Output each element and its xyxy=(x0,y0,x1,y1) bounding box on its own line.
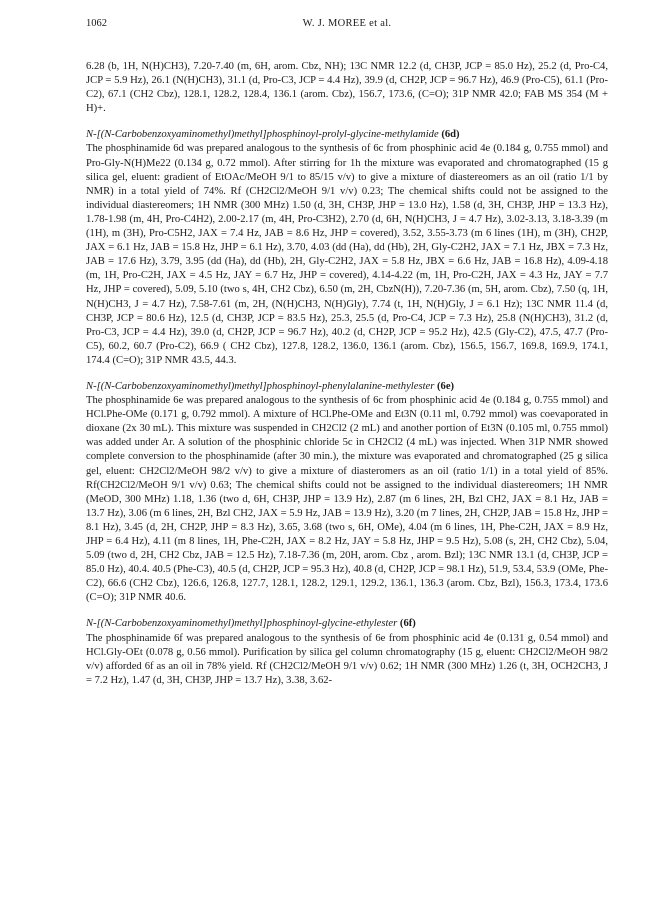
section-heading-6d xyxy=(86,128,608,142)
continued-paragraph: 6.28 (b, 1H, N(H)CH3), 7.20-7.40 (m, 6H, arom. Cbz, NH); 13C NMR 12.2 (d, CH3P, JCP = 85.0 Hz), 25.2 (d, Pro-C4, JCP = 5.9 Hz), 26.1 (N(H)CH3), 31.1 (d, Pro-C3, JCP = 4.4 Hz), 39.9 (d, CH2P, JCP = 96.7 Hz), 46.9 (Pro-C5), 61.1 (Pro-C2), 67.1 (CH2 Cbz), 128.1, 128.2, 128.4, 136.1 (arom. Cbz), 156.7, 173.6, (C=O); 31P NMR 42.0; FAB MS 354 (M + H)+. xyxy=(86,61,608,115)
heading-text: N-[(N-Carbobenzoxyaminomethyl)methyl]phosphinoyl-prolyl-glycine-methylamide xyxy=(86,129,439,141)
section-heading-6f xyxy=(86,617,608,631)
section-paragraph-6f: The phosphinamide 6f was prepared analogous to the synthesis of 6e from phosphinic acid 4e (0.131 g, 0.54 mmol) and HCl.Gly-OEt (0.078 g, 0.56 mmol). Purification by silica gel column chromatography (15 g, eluent: CH2Cl2/MeOH 98/2 v/v) afforded 6f as an oil in 78% yield. Rf (CH2Cl2/MeOH 9/1 v/v) 0.62; 1H NMR (300 MHz) 1.26 (t, 3H, OCH2CH3, J = 7.2 Hz), 1.47 (d, 3H, CH3P, JHP = 13.7 Hz), 3.38, 3.62- xyxy=(86,632,608,686)
section-paragraph-6d: The phosphinamide 6d was prepared analogous to the synthesis of 6c from phosphinic acid 4e (0.184 g, 0.755 mmol) and Pro-Gly-N(H)Me22 (0.134 g, 0.72 mmol). After stirring for 1h the mixture was evaporated and chromatographed (15 g silica gel, eluent: gradient of EtOAc/MeOH 9/1 to 85/15 v/v) to give a mixture of diastereomers as an oil (ratio 1/1 by NMR) in a total yield of 74%. Rf (CH2Cl2/MeOH 9/1 v/v) 0.23; The chemical shifts could not be assigned to the individual diastereomers; 1H NMR (300 MHz) 1.50 (d, 3H, CH3P, JHP = 13.0 Hz), 1.58 (d, 3H, CH3P, JHP = 13.3 Hz), 1.78-1.98 (m, 4H, Pro-C4H2), 2.00-2.17 (m, 4H, Pro-C3H2), 2.70 (d, 6H, N(H)CH3, J = 4.7 Hz), 3.02-3.13, 3.18-3.39 (m (1H), m (3H), Pro-C5H2, JAX = 7.4 Hz, JAB = 8.6 Hz, JHP = covered), 3.52, 3.55-3.73 (m 6 lines (1H), m (3H), CH2P, JAX = 6.1 Hz, JAB = 15.8 Hz, JHP = 6.1 Hz), 3.70, 4.03 (dd (Ha), dd (Hb), 2H, Gly-C2H2, JAX = 7.1 Hz, JBX = 7.3 Hz, JAB = 17.6 Hz), 3.79, 3.95 (dd (Ha), dd (Hb), 2H, Gly-C2H2, JAX = 5.8 Hz, JBX = 6.6 Hz, JAB = 16.8 Hz), 4.09-4.18 (m, 1H, Pro-C2H, JAX = 4.5 Hz, JAY = 6.7 Hz, JHP = covered), 4.14-4.22 (m, 1H, Pro-C2H, JAX = 4.3 Hz, JAY = 7.7 Hz, JHP = covered), 5.09, 5.10 (two s, 4H, CH2 Cbz), 6.50 (m, 2H, CbzN(H)), 7.20-7.36 (m, 5H, arom. Cbz), 7.50 (q, 1H, N(H)CH3, J = 4.7 Hz), 7.58-7.61 (m, 2H, (N(H)CH3, N(H)Gly), 7.74 (t, 1H, N(H)Gly, J = 6.1 Hz); 13C NMR 11.4 (d, CH3P, JCP = 80.6 Hz), 12.5 (d, CH3P, JCP = 83.5 Hz), 25.3, 25.5 (d, Pro-C4, JCP = 7.3 Hz), 25.8 (N(H)CH3), 31.2 (d, Pro-C3, JCP = 4.4 Hz), 39.0 (d, CH2P, JCP = 96.7 Hz), 40.2 (d, CH2P, JCP = 95.2 Hz), 42.5 (Gly-C2), 47.5, 47.7 (Pro-C5), 60.2, 60.7 (Pro-C2), 66.9 ( CH2 Cbz), 127.8, 128.2, 136.0, 136.1 (arom. Cbz), 156.5, 156.7, 169.8, 169.9, 174.1, 174.4 (C=O); 31P NMR 43.5, 44.3. xyxy=(86,143,608,366)
section-gap xyxy=(86,116,608,128)
heading-text: N-[(N-Carbobenzoxyaminomethyl)methyl]phosphinoyl-phenylalanine-methylester xyxy=(86,380,435,392)
compound-id: (6f) xyxy=(399,618,416,630)
section-paragraph-6e: The phosphinamide 6e was prepared analogous to the synthesis of 6c from phosphinic acid 4e (0.184 g, 0.755 mmol) and HCl.Phe-OMe (0.171 g, 0.792 mmol). A mixture of HCl.Phe-OMe and Et3N (0.11 ml, 0.792 mmol) was coevaporated in dioxane (2x 30 mL). This mixture was suspended in CH2Cl2 (2 mL) and another portion of Et3N (0.105 ml, 0.755 mmol) was added under Ar. A solution of the phosphinic chloride 5c in CH2Cl2 (4 mL) was injected. When 31P NMR showed complete conversion to the phosphinamide (after 30 min.), the mixture was evaporated and chromatographed (25 g silica gel, eluent: CH2Cl2/MeOH 98/2 v/v) to give a mixture of diasteromers as an oil (ratio 1/1) in a total yield of 85%. Rf(CH2Cl2/MeOH 9/1 v/v) 0.63; The chemical shifts could not be assigned to the individual diastereomers; 1H NMR (MeOD, 300 MHz) 1.18, 1.36 (two d, 6H, CH3P, JHP = 13.9 Hz), 2.87 (m 6 lines, 2H, Bzl CH2, JAX = 8.1 Hz, JAB = 13.7 Hz), 3.06 (m 6 lines, 2H, Bzl CH2, JAX = 5.9 Hz, JAB = 13.9 Hz), 3.20 (m 7 lines, 2H, CH2P, JAB = 15.8 Hz, JHP = 8.1 Hz), 3.45 (d, 2H, CH2P, JHP = 8.3 Hz), 3.65, 3.68 (two s, 6H, OMe), 4.04 (m 6 lines, 1H, Phe-C2H, JAX = 8.9 Hz, JHP = 6.4 Hz), 4.11 (m 8 lines, 1H, Phe-C2H, JAX = 8.2 Hz, JAY = 5.8 Hz, JHP = 9.5 Hz), 5.08 (s, 2H, CH2 Cbz), 5.04, 5.09 (two d, 2H, CH2 Cbz, JAB = 12.5 Hz), 7.18-7.36 (m, 20H, arom. Cbz , arom. Bzl); 13C NMR 13.1 (d, CH3P, JCP = 85.0 Hz), 40.4. 40.5 (Phe-C3), 40.5 (d, CH2P, JCP = 95.3 Hz), 40.8 (d, CH2P, JCP = 98.1 Hz), 51.9, 53.4, 53.9 (OMe, Phe-C2), 66.6 (CH2 Cbz), 126.6, 126.8, 127.7, 128.1, 128.2, 129.1, 129.2, 136.1, 136.3 (arom. Cbz, Bzl), 156.3, 173.4, 173.6 (C=O); 31P NMR 40.6. xyxy=(86,395,608,604)
section-heading-6e xyxy=(86,380,608,394)
page-number: 1062 xyxy=(86,18,107,29)
running-header xyxy=(86,18,608,34)
heading-text: N-[(N-Carbobenzoxyaminomethyl)methyl]phosphinoyl-glycine-ethylester xyxy=(86,618,398,630)
compound-id: (6d) xyxy=(441,129,460,141)
running-title: W. J. MOREE et al. xyxy=(302,18,392,29)
section-gap xyxy=(86,605,608,617)
section-gap xyxy=(86,368,608,380)
article-body xyxy=(86,60,608,688)
compound-id: (6e) xyxy=(437,380,455,392)
